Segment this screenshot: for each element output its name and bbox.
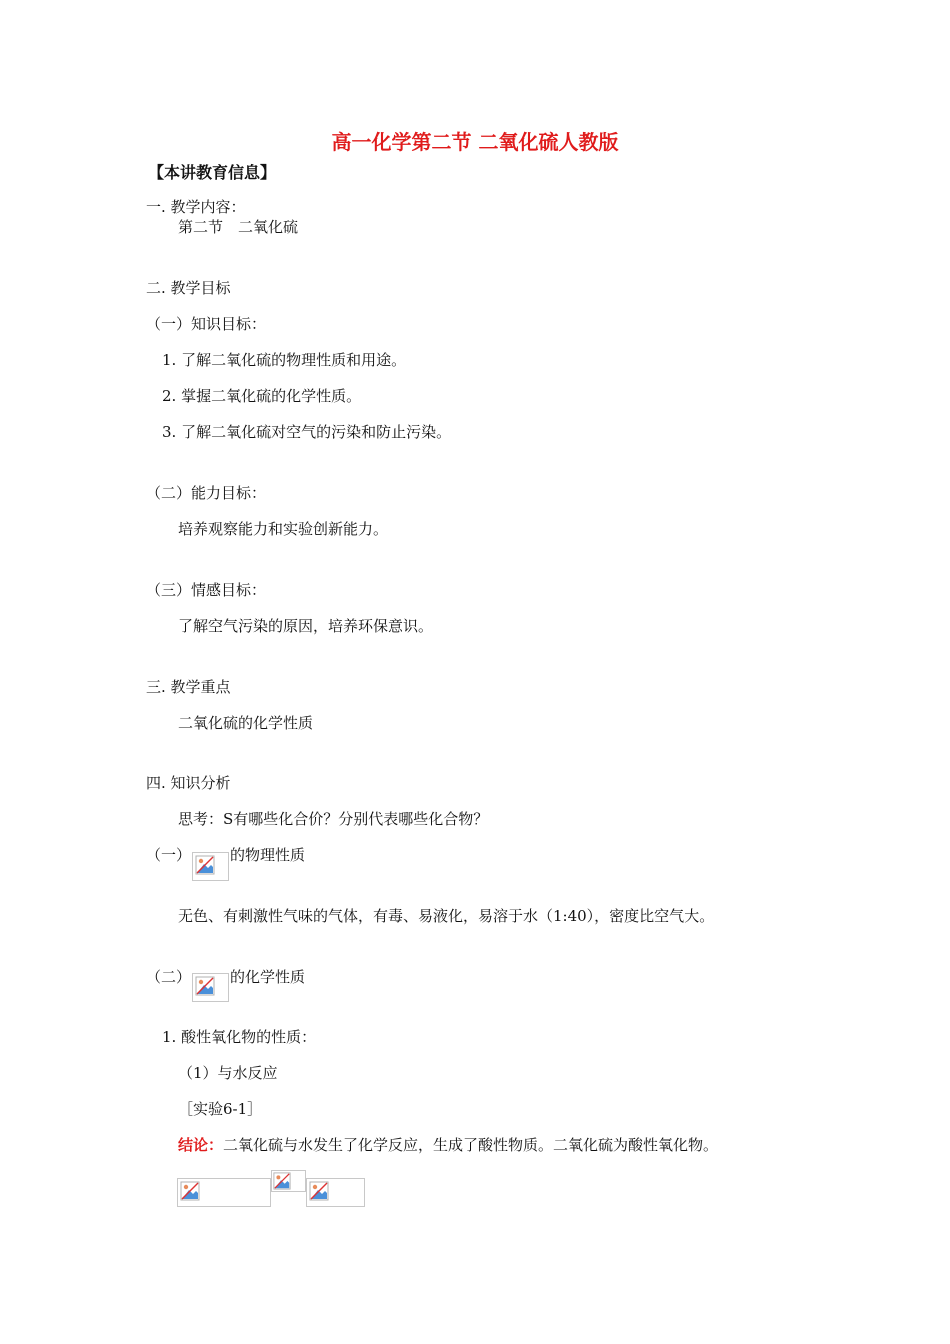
broken-image-icon [273,1172,291,1190]
s3-heading: 三. 教学重点 [146,678,231,696]
chemical-heading-suffix: 的化学性质 [230,968,306,986]
section-header: 【本讲教育信息】 [148,163,277,182]
s2-heading: 二. 教学目标 [146,279,231,297]
physical-properties: 无色、有刺激性气味的气体，有毒、易液化，易溶于水（1:40），密度比空气大。 [178,907,715,925]
conclusion-label: 结论： [178,1136,224,1154]
ability-goal-heading: （二）能力目标： [146,484,267,502]
broken-image-icon [309,1181,329,1201]
so2-formula-image-2 [192,973,229,1002]
so2-formula-image-1 [192,852,229,881]
knowledge-goal-heading: （一）知识目标： [146,315,267,333]
broken-image-icon [180,1181,200,1201]
chemical-heading-prefix: （二） [146,968,192,986]
physical-heading-suffix: 的物理性质 [230,846,306,864]
acid-oxide-item: 1. 酸性氧化物的性质： [162,1028,317,1046]
emotion-goal-heading: （三）情感目标： [146,581,267,599]
ability-goal-content: 培养观察能力和实验创新能力。 [178,520,389,538]
s3-content: 二氧化硫的化学性质 [178,714,314,732]
equation-image-3 [306,1178,365,1207]
s4-heading: 四. 知识分析 [146,774,231,792]
equation-image-1 [177,1178,271,1207]
broken-image-icon [195,855,215,875]
experiment-label: ［实验6-1］ [178,1100,263,1118]
s1-content: 第二节 二氧化硫 [178,218,299,236]
think-question: 思考：S有哪些化合价？分别代表哪些化合物？ [178,810,489,828]
broken-image-icon [195,976,215,996]
equation-image-2 [271,1170,306,1192]
knowledge-goal-item-2: 2. 掌握二氧化硫的化学性质。 [162,387,362,405]
page-title: 高一化学第二节 二氧化硫人教版 [331,130,619,154]
s1-heading: 一. 教学内容： [146,198,246,216]
knowledge-goal-item-3: 3. 了解二氧化硫对空气的污染和防止污染。 [162,423,452,441]
conclusion-text: 二氧化硫与水发生了化学反应，生成了酸性物质。二氧化硫为酸性氧化物。 [223,1136,719,1154]
emotion-goal-content: 了解空气污染的原因，培养环保意识。 [178,617,434,635]
physical-heading-prefix: （一） [146,846,192,864]
knowledge-goal-item-1: 1. 了解二氧化硫的物理性质和用途。 [162,351,407,369]
conclusion-line [178,1135,718,1155]
react-with-water: （1）与水反应 [178,1064,278,1082]
